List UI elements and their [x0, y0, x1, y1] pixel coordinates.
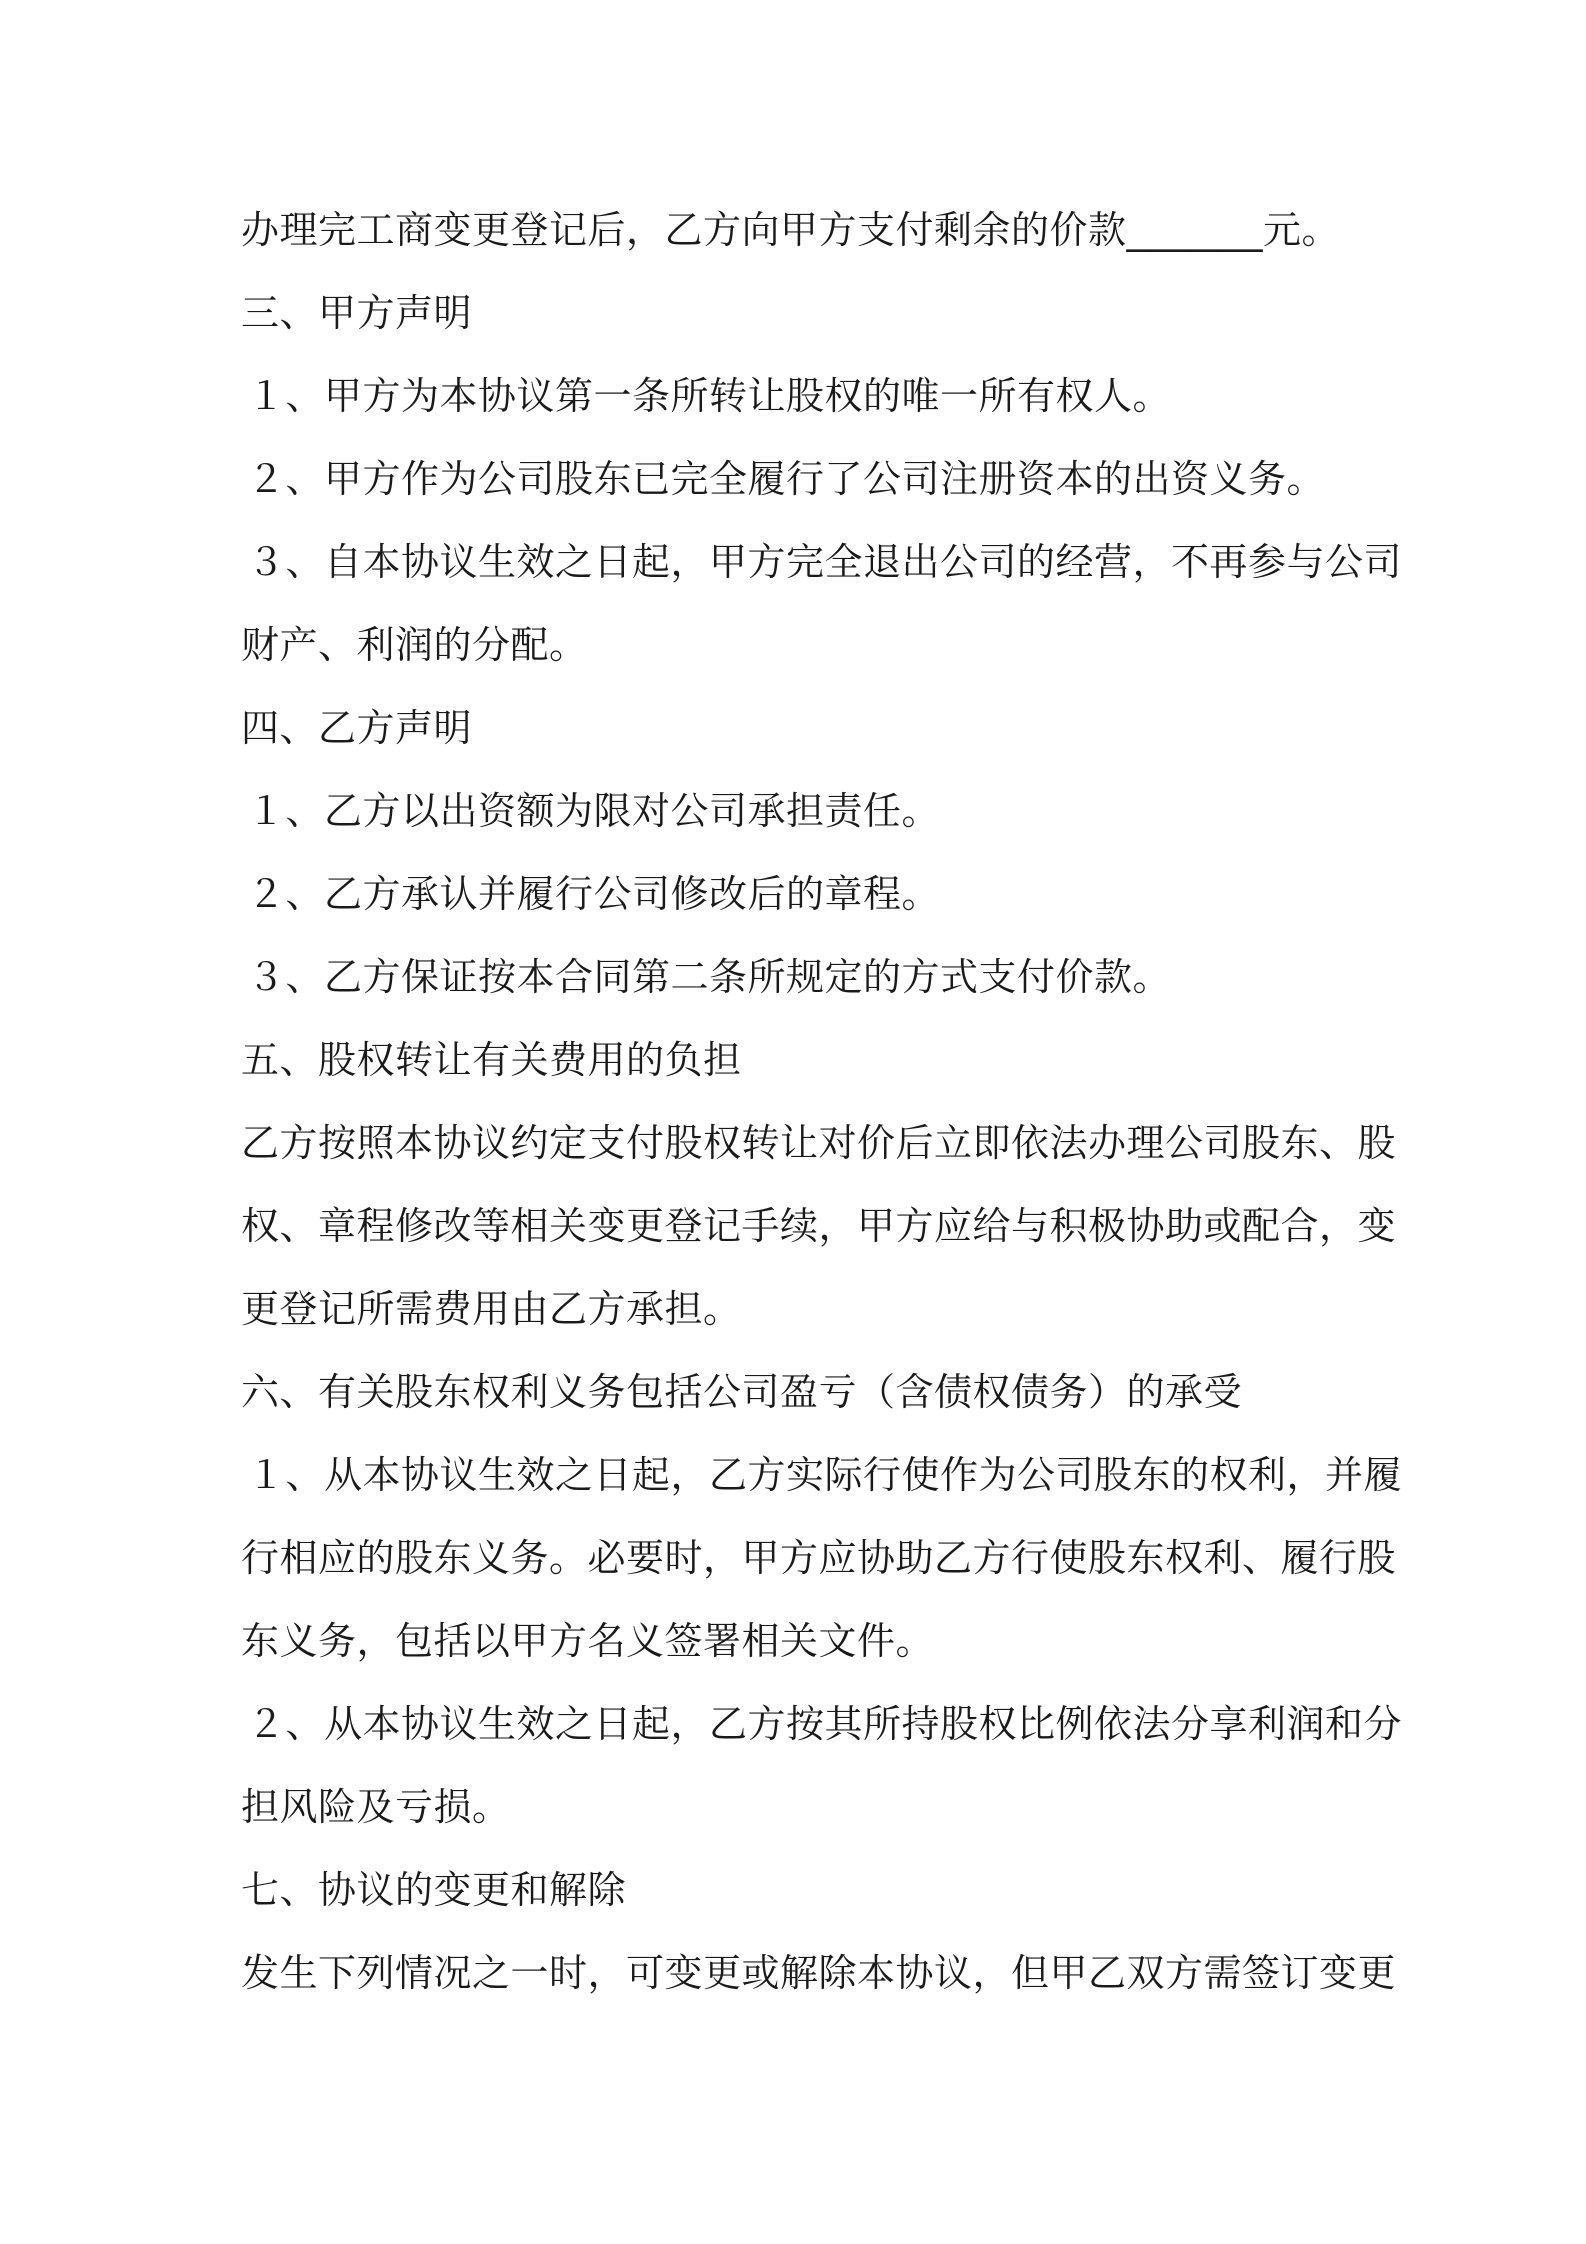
clause-6-1-cont-2: 东义务，包括以甲方名义签署相关文件。 — [241, 1619, 935, 1663]
section-heading-4: 四、乙方声明 — [241, 706, 473, 750]
clause-6-2: ２、从本协议生效之日起，乙方按其所持股权比例依法分享利润和分 — [247, 1702, 1403, 1746]
clause-3-2: ２、甲方作为公司股东已完全履行了公司注册资本的出资义务。 — [247, 457, 1326, 501]
paragraph-7-line-1: 发生下列情况之一时，可变更或解除本协议，但甲乙双方需签订变更 — [241, 1951, 1397, 1995]
section-heading-3: 三、甲方声明 — [241, 291, 473, 335]
clause-6-1: １、从本协议生效之日起，乙方实际行使作为公司股东的权利，并履 — [247, 1453, 1403, 1497]
document-page — [241, 198, 1403, 2024]
section-heading-5: 五、股权转让有关费用的负担 — [241, 1038, 742, 1082]
clause-3-1: １、甲方为本协议第一条所转让股权的唯一所有权人。 — [247, 374, 1172, 418]
clause-3-3-cont: 财产、利润的分配。 — [241, 623, 588, 667]
paragraph-5-line-2: 权、章程修改等相关变更登记手续，甲方应给与积极协助或配合，变 — [241, 1204, 1397, 1248]
clause-4-1: １、乙方以出资额为限对公司承担责任。 — [247, 789, 941, 833]
paragraph-5-line-1: 乙方按照本协议约定支付股权转让对价后立即依法办理公司股东、股 — [241, 1121, 1397, 1165]
payment-remainder-line: 办理完工商变更登记后，乙方向甲方支付剩余的价款_______元。 — [241, 208, 1341, 252]
clause-6-2-cont: 担风险及亏损。 — [241, 1785, 511, 1829]
clause-4-2: ２、乙方承认并履行公司修改后的章程。 — [247, 872, 941, 916]
clause-3-3: ３、自本协议生效之日起，甲方完全退出公司的经营，不再参与公司 — [247, 540, 1403, 584]
clause-6-1-cont-1: 行相应的股东义务。必要时，甲方应协助乙方行使股东权利、履行股 — [241, 1536, 1397, 1580]
section-heading-6: 六、有关股东权利义务包括公司盈亏（含债权债务）的承受 — [241, 1370, 1243, 1414]
section-heading-7: 七、协议的变更和解除 — [241, 1868, 627, 1912]
paragraph-5-line-3: 更登记所需费用由乙方承担。 — [241, 1287, 742, 1331]
clause-4-3: ３、乙方保证按本合同第二条所规定的方式支付价款。 — [247, 955, 1172, 999]
